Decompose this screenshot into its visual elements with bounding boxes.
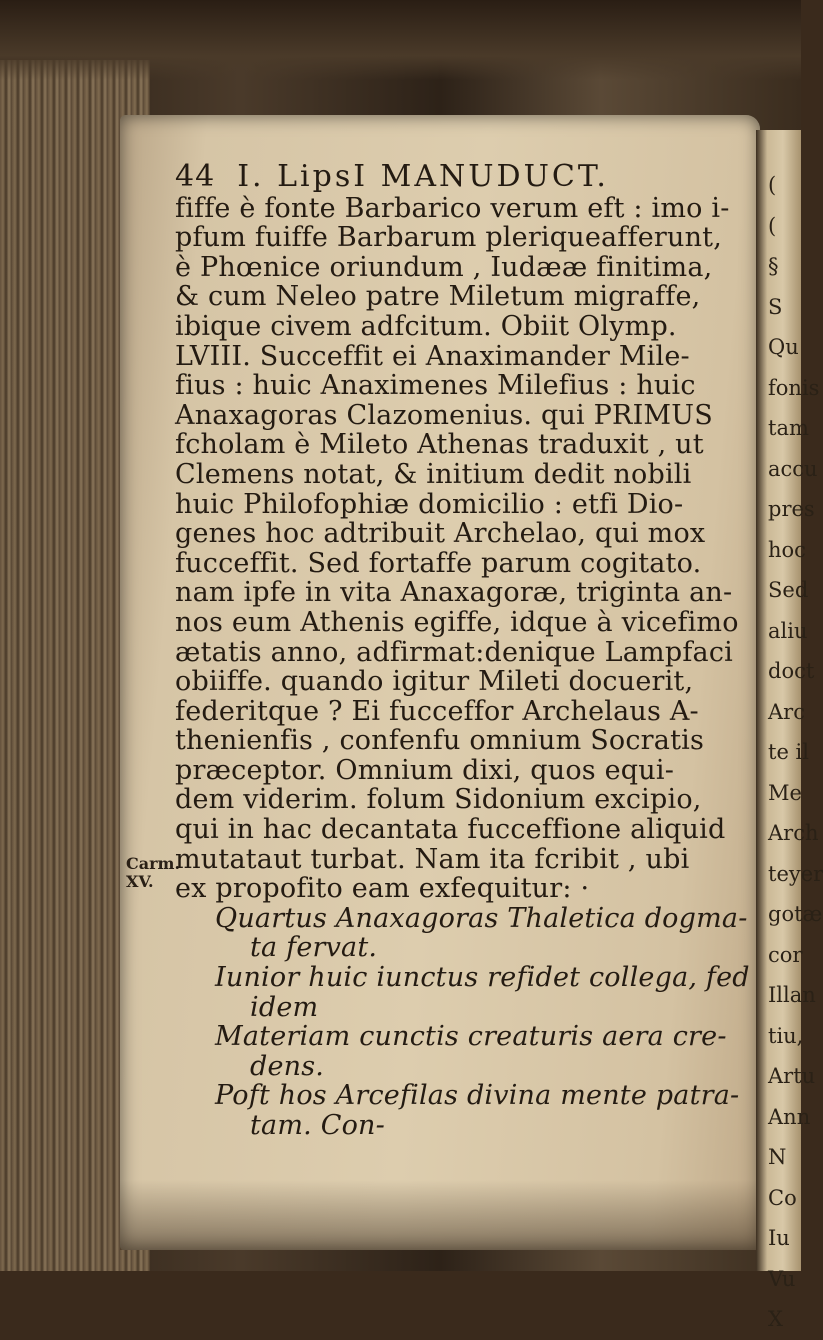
verse-line: Materiam cunctis creaturis aera cre-: [215, 1021, 727, 1053]
running-header: [175, 159, 755, 194]
facing-page-fragment: pres: [768, 497, 815, 521]
text-line: præceptor. Omnium dixi, quos equi-: [175, 754, 675, 786]
facing-page-fragment: aliu: [768, 618, 808, 643]
text-line: ex propofito eam exfequitur: ·: [175, 873, 590, 905]
text-line: thenienfis , confenfu omnium Socratis: [175, 725, 705, 757]
facing-page-fragment: doct: [768, 659, 815, 683]
facing-page-fragments: [768, 165, 823, 1340]
text-line: federitque ? Ei fucceffor Archelaus A-: [175, 695, 699, 727]
verse-line: Poft hos Arcefilas divina mente patra-: [215, 1080, 740, 1112]
facing-page-fragment: gotæ: [768, 902, 823, 926]
facing-page-fragment: tiu,: [768, 1023, 804, 1048]
facing-page-fragment: fonis: [768, 375, 820, 400]
facing-page-fragment: teyer: [768, 861, 823, 886]
text-line: nos eum Athenis egiffe, idque à vicefimo: [175, 606, 739, 638]
text-line: fius : huic Anaximenes Milefius : huic: [175, 370, 696, 402]
facing-page-fragment: Illan: [768, 983, 816, 1007]
facing-page-fragment: te il: [768, 740, 809, 764]
facing-page-fragment: X: [768, 1307, 783, 1331]
verse-line: tam. Con-: [250, 1110, 385, 1141]
text-line: Anaxagoras Clazomenius. qui PRIMUS: [175, 399, 713, 431]
text-line: obiiffe. quando igitur Mileti docuerit,: [175, 666, 694, 698]
text-line: è Phœnice oriundum , Iudææ finitima,: [175, 251, 713, 283]
verse-line: idem: [250, 991, 319, 1023]
facing-page-fragment: Vu: [768, 1266, 796, 1291]
margin-note-line-2: XV.: [126, 872, 154, 891]
text-line: LVIII. Succeffit ei Anaximander Mile-: [175, 340, 690, 372]
page-bottom-shadow: [120, 1180, 760, 1250]
facing-page-fragment: Arch: [768, 821, 819, 845]
facing-page-fragment: (: [768, 173, 777, 197]
text-line: mutataut turbat. Nam ita fcribit , ubi: [175, 843, 690, 875]
facing-page-fragment: cor: [768, 942, 803, 967]
facing-page-fragment: Co: [768, 1185, 797, 1210]
facing-page-fragment: S: [768, 294, 783, 319]
margin-note: [126, 854, 181, 891]
facing-page-fragment: tam: [768, 416, 809, 440]
text-line: fucceffit. Sed fortaffe parum cogitato.: [175, 547, 702, 579]
running-title: I. LipsI MANUDUCT.: [237, 159, 609, 194]
facing-page-fragment: Me: [768, 780, 802, 805]
text-line: ibique civem adfcitum. Obiit Olymp.: [175, 310, 677, 342]
body-text: [175, 194, 755, 904]
page-text-block: [175, 159, 755, 1141]
text-line: pfum fuiffe Barbarum pleriqueafferunt,: [175, 222, 722, 254]
facing-page-fragment: hoc: [768, 537, 806, 562]
facing-page-fragment: §: [768, 254, 779, 278]
verse-line: ta fervat.: [250, 932, 378, 964]
verse-line: dens.: [250, 1050, 325, 1082]
text-line: ætatis anno, adfirmat:denique Lampfaci: [175, 636, 733, 668]
text-line: nam ipfe in vita Anaxagoræ, triginta an-: [175, 577, 733, 609]
verse-line: Iunior huic iunctus refidet collega, fed: [215, 962, 750, 994]
facing-page-fragment: Artu: [768, 1064, 816, 1088]
page-number: 44: [175, 159, 216, 194]
facing-page-fragment: Ann: [768, 1104, 811, 1129]
facing-page-fragment: accu: [768, 456, 818, 481]
facing-page-fragment: Qu: [768, 335, 799, 359]
text-line: qui in hac decantata fucceffione aliquid: [175, 814, 726, 846]
text-line: fiffe è fonte Barbarico verum eft : imo i-: [175, 192, 730, 224]
facing-page-fragment: Arc: [768, 699, 805, 724]
text-line: & cum Neleo patre Miletum migraffe,: [175, 281, 701, 313]
margin-note-line-1: Carm.: [126, 854, 181, 873]
facing-page-fragment: (: [768, 213, 777, 238]
text-line: dem viderim. folum Sidonium excipio,: [175, 784, 702, 816]
top-shadow: [0, 0, 801, 80]
facing-page-fragment: N: [768, 1145, 787, 1169]
verse-line: Quartus Anaxagoras Thaletica dogma-: [215, 902, 748, 934]
facing-page-fragment: Iu: [768, 1226, 790, 1250]
verse-quotation: [175, 904, 755, 1141]
text-line: huic Philofophiæ domicilio : etfi Dio-: [175, 488, 684, 520]
facing-page-fragment: Sed: [768, 578, 809, 602]
text-line: fcholam è Mileto Athenas traduxit , ut: [175, 429, 704, 461]
text-line: genes hoc adtribuit Archelao, qui mox: [175, 518, 706, 550]
text-line: Clemens notat, & initium dedit nobili: [175, 458, 692, 490]
